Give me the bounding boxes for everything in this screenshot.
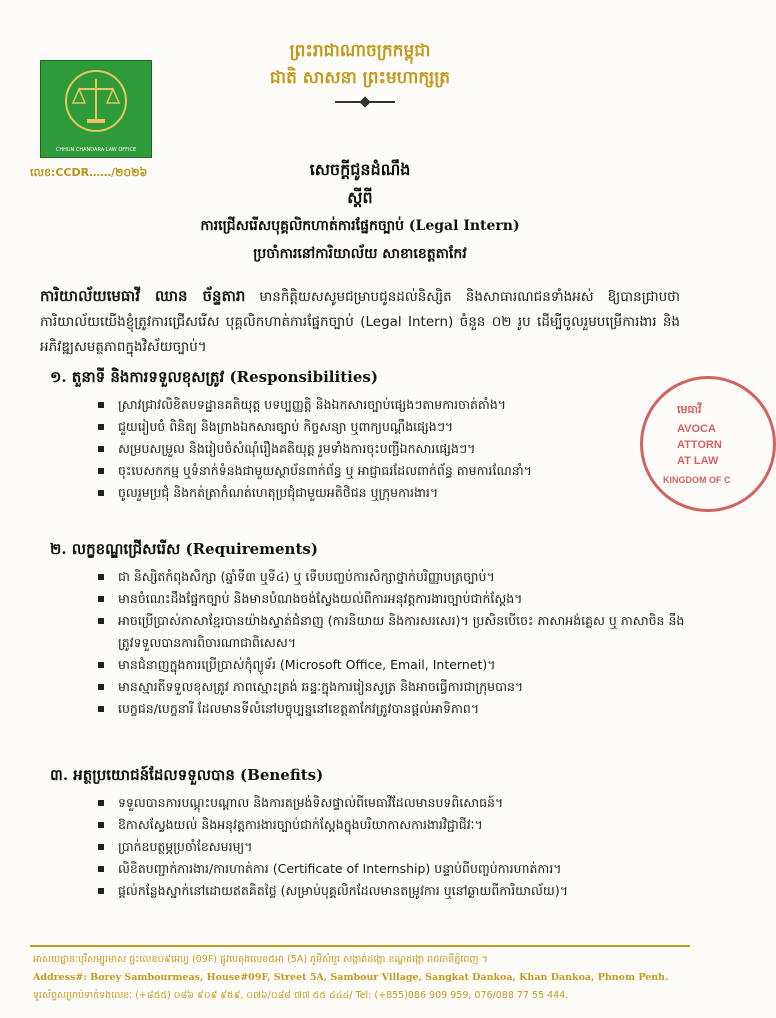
kingdom-line-1: ព្រះរាជាណាចក្រកម្ពុជា [289,41,431,61]
kingdom-motto [0,38,720,92]
stamp-line-2: ATTORN [677,439,722,451]
list-item: មានស្មារតីទទួលខុសត្រូវ ភាពស្មោះត្រង់ ឆន្ទៈក្នុងការរៀនសូត្រ និងអាចធ្វើការជាក្រុមបាន។ [90,676,690,698]
stamp-line-1: AVOCA [677,423,716,435]
logo-text: CHHUN CHANDARA LAW OFFICE [55,147,137,153]
list-item: ចូលរួមប្រជុំ និងកត់ត្រាកំណត់ហេតុប្រជុំជាមួយអតិថិជន ឬក្រុមការងារ។ [90,482,690,504]
title-notice: សេចក្តីជូនដំណឹង [309,160,411,179]
list-item: ប្រាក់ឧបត្ថម្ភប្រចាំខែសមរម្យ។ [90,836,690,858]
footer-contact: ទូរស័ព្ទសម្រាប់ទាក់ទងលេខៈ (+៨៥៥) ០៨៦ ៩០៩ ៩៥៩, ០៧៦/០៨៨ ៧៧ ៥៥ ៤៤៤/ Tel: (+855)086 909 959, 076/088 77 55 444. [33,990,569,1001]
footer [33,951,693,1005]
title-subject: ការជ្រើសរើសបុគ្គលិកហាត់ការផ្នែកច្បាប់ (Legal Intern) [200,218,520,234]
responsibilities-list [90,394,690,504]
list-item: ឱកាសស្វែងយល់ និងអនុវត្តការងារច្បាប់ជាក់ស្តែងក្នុងបរិយាកាសការងារវិជ្ជាជីវៈ។ [90,814,690,836]
benefits-heading: ៣. អត្ថប្រយោជន៍ដែលទទួលបាន (Benefits) [50,766,324,784]
footer-divider [30,945,690,947]
footer-address-english: Address#: Borey Sambourmeas, House#09F, Street 5A, Sambour Village, Sangkat Dankoa, Khan Dankoa, Phnom Penh. [33,972,669,983]
stamp-line-4: KINGDOM OF C [663,475,731,485]
title-branch: ប្រចាំការនៅការិយាល័យ សាខាខេត្តតាកែវ [253,246,467,262]
requirements-list [90,566,690,720]
list-item: អាចប្រើប្រាស់ភាសាខ្មែរបានយ៉ាងស្ទាត់ជំនាញ (ការនិយាយ និងការសរសេរ)។ ប្រសិនបើចេះ ភាសាអង់គ្លេស ឬ ភាសាចិន នឹងត្រូវទទួលបានការពិចារណាជាពិសេស។ [90,610,690,654]
stamp-khmer: មេធាវី [677,404,702,416]
requirements-heading: ២. លក្ខខណ្ឌជ្រើសរើស (Requirements) [50,540,318,558]
list-item: លិខិតបញ្ជាក់ការងារ/ការហាត់ការ (Certificate of Internship) បន្ទាប់ពីបញ្ចប់ការហាត់ការ។ [90,858,690,880]
footer-address-khmer: អាសយដ្ឋានៈបុរីសម្បូរមាស ផ្ទះលេខ០៩អេហ្វ (09F) ផ្លូវបេតុងលេខ៥អា (5A) ភូមិសំបួរ សង្កាត់ដង្កោ ខណ្ឌដង្កោ រាជធានីភ្នំពេញ ។ [33,954,488,965]
list-item: មានជំនាញក្នុងការប្រើប្រាស់កុំព្យូទ័រ (Microsoft Office, Email, Internet)។ [90,654,690,676]
list-item: ជា និស្សិតកំពុងសិក្សា (ឆ្នាំទី៣ ឬទី៤) ឬ ទើបបញ្ចប់ការសិក្សាថ្នាក់បរិញ្ញាបត្រច្បាប់។ [90,566,690,588]
benefits-list [90,792,690,902]
intro-paragraph [40,284,680,360]
responsibilities-heading: ១. តួនាទី និងការទទួលខុសត្រូវ (Responsibilities) [50,368,378,386]
kingdom-line-2: ជាតិ សាសនា ព្រះមហាក្សត្រ [269,68,451,88]
document-title [0,156,720,268]
list-item: សម្របសម្រួល និងរៀបចំសំណុំរឿងគតិយុត្ត រួមទាំងការចុះបញ្ជីឯកសារផ្សេងៗ។ [90,438,690,460]
title-about: ស្តីពី [347,188,373,207]
stamp-line-3: AT LAW [677,455,719,467]
list-item: ជួយរៀបចំ ពិនិត្យ និងព្រាងឯកសារច្បាប់ កិច្ចសន្យា ឬពាក្យបណ្តឹងផ្សេងៗ។ [90,416,690,438]
list-item: មានចំណេះដឹងផ្នែកច្បាប់ និងមានបំណងចង់ស្វែងយល់ពីការអនុវត្តការងារច្បាប់ជាក់ស្តែង។ [90,588,690,610]
list-item: ចុះបេសកកម្ម ឬទំនាក់ទំនងជាមួយស្ថាប័នពាក់ព័ន្ធ ឬ អាជ្ញាធរដែលពាក់ព័ន្ធ តាមការណែនាំ។ [90,460,690,482]
intro-text: មានកិត្តិយសសូមជម្រាបជូនដល់និស្សិត និងសាធារណជនទាំងអស់ ឱ្យបានជ្រាបថា ការិយាល័យយើងខ្ញុំត្រូវការជ្រើសរើស បុគ្គលិកហាត់ការផ្នែកច្បាប់ (Legal Intern) ចំនួន ០២ រូប ដើម្បីចូលរួមបម្រើការងារ និងអភិវឌ្ឍសមត្ថភាពក្នុងវិស័យច្បាប់។ [40,289,680,355]
reference-number: លេខ:CCDR……/២០២៦ [30,166,148,179]
list-item: ទទួលបានការបណ្តុះបណ្តាល និងការតម្រង់ទិសផ្ទាល់ពីមេធាវីដែលមានបទពិសោធន៍។ [90,792,690,814]
list-item: ស្រាវជ្រាវលិខិតបទដ្ឋានគតិយុត្ត បទប្បញ្ញត្តិ និងឯកសារច្បាប់ផ្សេងៗតាមការចាត់តាំង។ [90,394,690,416]
list-item: ផ្តល់កន្លែងស្នាក់នៅដោយឥតគិតថ្លៃ (សម្រាប់បុគ្គលិកដែលមានតម្រូវការ ឬនៅឆ្ងាយពីការិយាល័យ)។ [90,880,690,902]
ornament-divider [335,101,395,103]
office-name: ការិយាល័យមេធាវី ឈាន ច័ន្ទតារា [40,287,246,305]
list-item: បេក្ខជន/បេក្ខនារី ដែលមានទីលំនៅបច្ចុប្បន្ននៅខេត្តតាកែវត្រូវបានផ្តល់អាទិភាព។ [90,698,690,720]
